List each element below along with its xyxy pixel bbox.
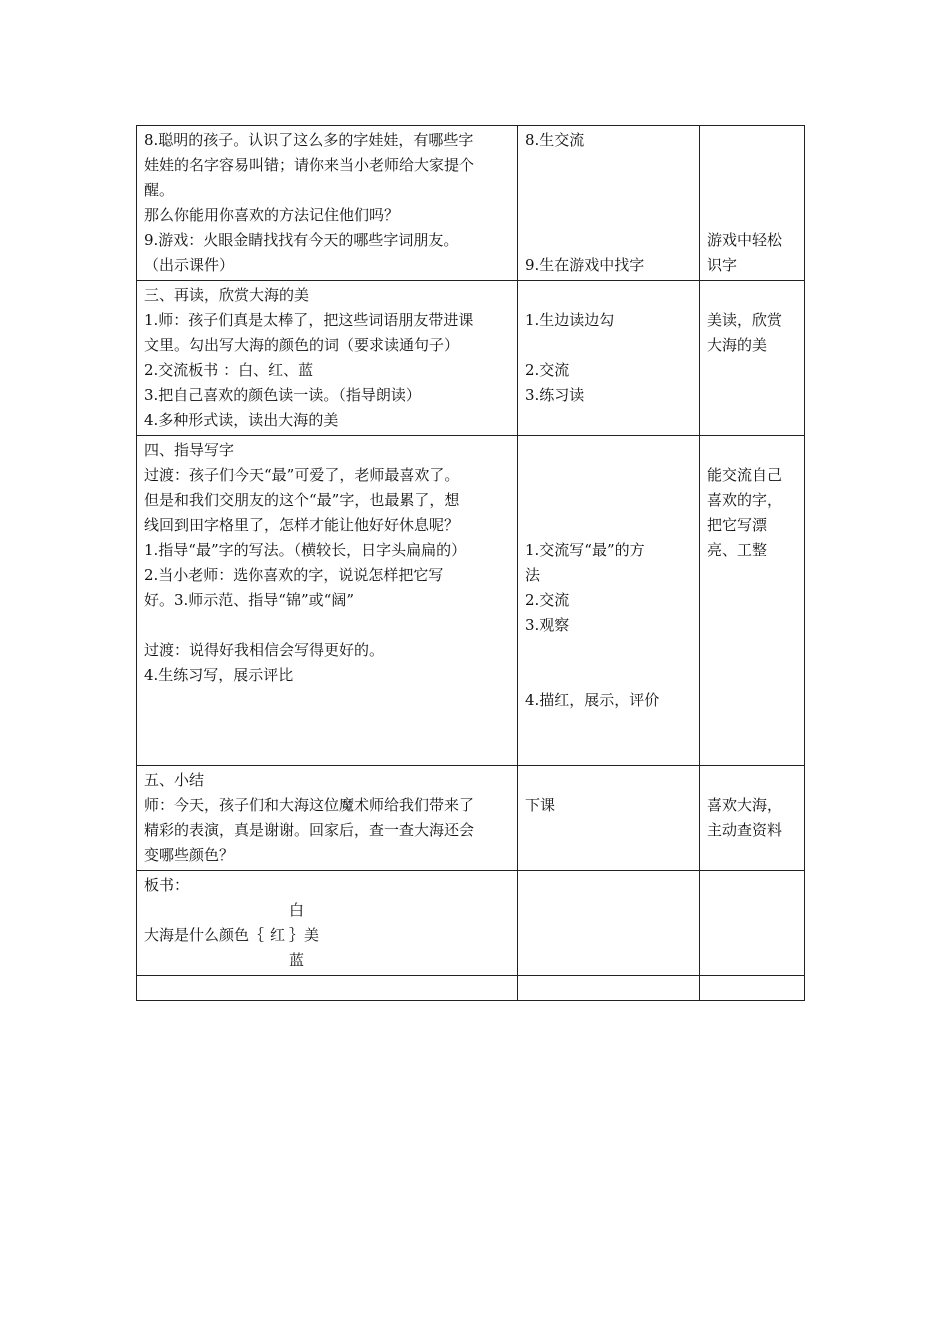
student-activity-line: 2.交流 xyxy=(525,591,570,609)
design-intent-line xyxy=(707,738,798,763)
lesson-row xyxy=(137,766,805,871)
student-activity-line: 下课 xyxy=(525,796,556,814)
board-line-bottom xyxy=(144,948,511,973)
board-line-middle xyxy=(144,923,511,948)
design-intent-line xyxy=(707,358,798,383)
design-intent-cell xyxy=(700,126,805,281)
student-activity-line xyxy=(525,153,693,178)
design-intent-line: 喜欢大海， xyxy=(707,796,783,814)
student-activity-line: 4.描红，展示，评价 xyxy=(525,691,660,709)
teacher-activity-line: 五、小结 xyxy=(144,771,205,789)
teacher-activity-line: 1.指导“最”字的写法。（横较长，日字头扁扁的） xyxy=(144,541,467,559)
teacher-activity-line: 娃娃的名字容易叫错；请你来当小老师给大家提个 xyxy=(144,156,475,174)
student-activity-line xyxy=(525,488,693,513)
teacher-activity-cell xyxy=(137,126,518,281)
empty-row xyxy=(137,976,805,1001)
board-prefix: 大海是什么颜色｛ xyxy=(144,926,265,944)
lesson-row xyxy=(137,436,805,766)
design-intent-line xyxy=(707,613,798,638)
design-intent-line xyxy=(707,638,798,663)
student-activity-line xyxy=(525,438,693,463)
design-intent-line: 大海的美 xyxy=(707,336,768,354)
teacher-activity-line: 但是和我们交朋友的这个“最”字，也最累了，想 xyxy=(144,491,460,509)
design-intent-line: 喜欢的字， xyxy=(707,491,783,509)
design-intent-line: 亮、工整 xyxy=(707,541,768,559)
design-intent-line xyxy=(707,688,798,713)
design-intent-line xyxy=(707,663,798,688)
empty-cell xyxy=(518,976,700,1001)
design-intent-line: 把它写漂 xyxy=(707,516,768,534)
teacher-activity-line: 9.游戏：火眼金睛找找有今天的哪些字词朋友。 xyxy=(144,231,459,249)
teacher-activity-line: 2.交流板书 ：白、红、蓝 xyxy=(144,361,314,379)
student-activity-line xyxy=(525,818,693,843)
student-activity-line: 1.生边读边勾 xyxy=(525,311,615,329)
lesson-row xyxy=(137,126,805,281)
teacher-activity-line: 好。3.师示范、指导“锦”或“阔” xyxy=(144,591,354,609)
student-activity-line xyxy=(525,513,693,538)
teacher-activity-line: 师：今天，孩子们和大海这位魔术师给我们带来了 xyxy=(144,796,475,814)
student-activity-cell xyxy=(518,766,700,871)
design-intent-line xyxy=(707,153,798,178)
empty-cell xyxy=(137,976,518,1001)
board-intent-cell xyxy=(700,871,805,976)
teacher-activity-line: 精彩的表演，真是谢谢。回家后，查一查大海还会 xyxy=(144,821,475,839)
teacher-activity-line: 三、再读，欣赏大海的美 xyxy=(144,286,310,304)
board-color-blue: 蓝 xyxy=(289,951,305,969)
lesson-plan-body xyxy=(137,126,805,1001)
teacher-activity-line: 8.聪明的孩子。认识了这么多的字娃娃，有哪些字 xyxy=(144,131,474,149)
student-activity-line xyxy=(525,843,693,868)
student-activity-line xyxy=(525,408,693,433)
design-intent-line xyxy=(707,438,798,463)
teacher-activity-line xyxy=(144,613,511,638)
student-activity-cell xyxy=(518,281,700,436)
design-intent-cell xyxy=(700,436,805,766)
teacher-activity-line: 过渡：说得好我相信会写得更好的。 xyxy=(144,641,385,659)
board-label: 板书： xyxy=(144,876,190,894)
design-intent-line: 能交流自己 xyxy=(707,466,783,484)
teacher-activity-line: 四、指导写字 xyxy=(144,441,235,459)
student-activity-line xyxy=(525,463,693,488)
board-student-cell xyxy=(518,871,700,976)
student-activity-line xyxy=(525,638,693,663)
teacher-activity-line: 1.师：孩子们真是太棒了，把这些词语朋友带进课 xyxy=(144,311,474,329)
design-intent-line xyxy=(707,128,798,153)
board-cell xyxy=(137,871,518,976)
teacher-activity-cell xyxy=(137,436,518,766)
student-activity-line: 2.交流 xyxy=(525,361,570,379)
teacher-activity-cell xyxy=(137,281,518,436)
student-activity-cell xyxy=(518,436,700,766)
design-intent-line xyxy=(707,203,798,228)
student-activity-line xyxy=(525,738,693,763)
student-activity-line xyxy=(525,283,693,308)
design-intent-line xyxy=(707,768,798,793)
design-intent-line xyxy=(707,563,798,588)
student-activity-line: 1.交流写“最”的方 xyxy=(525,541,645,559)
design-intent-line xyxy=(707,588,798,613)
board-color-white: 白 xyxy=(289,901,305,919)
design-intent-cell xyxy=(700,766,805,871)
student-activity-line: 8.生交流 xyxy=(525,131,585,149)
student-activity-cell xyxy=(518,126,700,281)
student-activity-line: 法 xyxy=(525,566,541,584)
design-intent-line: 主动查资料 xyxy=(707,821,783,839)
teacher-activity-cell xyxy=(137,766,518,871)
student-activity-line xyxy=(525,768,693,793)
teacher-activity-line: 2.当小老师：选你喜欢的字，说说怎样把它写 xyxy=(144,566,444,584)
board-color-red: 红 xyxy=(270,926,286,944)
design-intent-line xyxy=(707,383,798,408)
student-activity-line xyxy=(525,178,693,203)
board-suffix: ｝美 xyxy=(289,926,320,944)
teacher-activity-line: 醒。 xyxy=(144,181,175,199)
lesson-plan-table xyxy=(136,125,805,1001)
design-intent-line: 识字 xyxy=(707,256,738,274)
teacher-activity-line: 那么你能用你喜欢的方法记住他们吗？ xyxy=(144,206,400,224)
student-activity-line xyxy=(525,333,693,358)
design-intent-line xyxy=(707,178,798,203)
lesson-row xyxy=(137,281,805,436)
student-activity-line: 3.观察 xyxy=(525,616,570,634)
teacher-activity-line: 4.多种形式读，读出大海的美 xyxy=(144,411,339,429)
design-intent-line xyxy=(707,408,798,433)
design-intent-line: 美读，欣赏 xyxy=(707,311,783,329)
teacher-activity-line: 4.生练习写，展示评比 xyxy=(144,666,294,684)
teacher-activity-line: 过渡：孩子们今天“最”可爱了，老师最喜欢了。 xyxy=(144,466,460,484)
student-activity-line: 9.生在游戏中找字 xyxy=(525,256,645,274)
board-line-top xyxy=(144,898,511,923)
empty-cell xyxy=(700,976,805,1001)
teacher-activity-line xyxy=(144,713,511,738)
student-activity-line xyxy=(525,663,693,688)
teacher-activity-line: 3.把自己喜欢的颜色读一读。（指导朗读） xyxy=(144,386,421,404)
student-activity-line xyxy=(525,203,693,228)
teacher-activity-line xyxy=(144,738,511,763)
design-intent-line: 游戏中轻松 xyxy=(707,231,783,249)
design-intent-line xyxy=(707,843,798,868)
student-activity-line: 3.练习读 xyxy=(525,386,585,404)
design-intent-line xyxy=(707,283,798,308)
board-row xyxy=(137,871,805,976)
student-activity-line xyxy=(525,713,693,738)
design-intent-cell xyxy=(700,281,805,436)
teacher-activity-line: 变哪些颜色？ xyxy=(144,846,235,864)
teacher-activity-line xyxy=(144,688,511,713)
teacher-activity-line: 线回到田字格里了，怎样才能让他好好休息呢？ xyxy=(144,516,460,534)
student-activity-line xyxy=(525,228,693,253)
teacher-activity-line: 文里。勾出写大海的颜色的词（要求读通句子） xyxy=(144,336,460,354)
design-intent-line xyxy=(707,713,798,738)
teacher-activity-line: （出示课件） xyxy=(144,256,235,274)
